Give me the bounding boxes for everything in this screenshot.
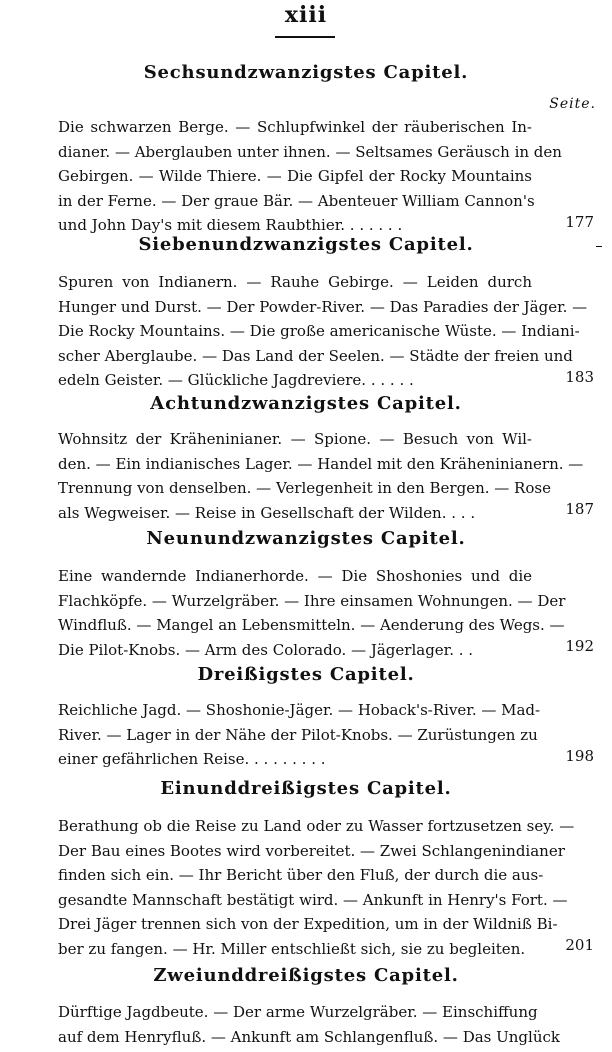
chapter-summary bbox=[58, 698, 541, 772]
summary-line: Gebirgen. — Wilde Thiere. — Die Gipfel der Rocky Mountains bbox=[58, 167, 532, 185]
chapter-page-ref: 177 bbox=[565, 213, 594, 231]
summary-line: einer gefährlichen Reise. . . . . . . . . bbox=[58, 750, 326, 768]
summary-line: in der Ferne. — Der graue Bär. — Abenteuer William Cannon's bbox=[58, 191, 535, 210]
chapter-summary bbox=[58, 564, 566, 662]
chapter-page-ref: 183 bbox=[565, 368, 594, 386]
summary-line: Spuren von Indianern. — Rauhe Gebirge. — Leiden durch bbox=[58, 273, 532, 291]
summary-line: edeln Geister. — Glückliche Jagdreviere. . . . . . bbox=[58, 371, 414, 389]
summary-line: scher Aberglaube. — Das Land der Seelen. — Städte der freien und bbox=[58, 346, 573, 365]
chapter-summary bbox=[58, 814, 575, 961]
chapter-summary bbox=[58, 1000, 560, 1049]
summary-line: den. — Ein indianisches Lager. — Handel mit den Kräheninianern. — bbox=[58, 454, 584, 473]
summary-line: ber zu fangen. — Hr. Miller entschließt sich, sie zu begleiten. bbox=[58, 939, 526, 958]
summary-line: Die Pilot-Knobs. — Arm des Colorado. — Jägerlager. . . bbox=[58, 640, 474, 659]
summary-line: Windfluß. — Mangel an Lebensmitteln. — Aenderung des Wegs. — bbox=[58, 616, 565, 634]
summary-line: Drei Jäger trennen sich von der Expedition, um in der Wildniß Bi- bbox=[58, 915, 558, 933]
chapter-title: Zweiunddreißigstes Capitel. bbox=[153, 965, 459, 986]
summary-line: Der Bau eines Bootes wird vorbereitet. — Zwei Schlangenindianer bbox=[58, 841, 565, 860]
page-number: xiii bbox=[284, 2, 328, 28]
summary-line: River. — Lager in der Nähe der Pilot-Knobs. — Zurüstungen zu bbox=[58, 725, 538, 744]
chapter-title: Einunddreißigstes Capitel. bbox=[160, 778, 452, 799]
summary-line: auf dem Henryfluß. — Ankunft am Schlangenfluß. — Das Unglück bbox=[58, 1027, 560, 1046]
summary-line: als Wegweiser. — Reise in Gesellschaft der Wilden. . . . bbox=[58, 503, 476, 522]
chapter-title: Neunundzwanzigstes Capitel. bbox=[146, 528, 466, 549]
summary-line: dianer. — Aberglauben unter ihnen. — Seltsames Geräusch in den bbox=[58, 142, 562, 161]
chapter-title: Sechsundzwanzigstes Capitel. bbox=[143, 62, 469, 83]
header-rule bbox=[275, 36, 335, 38]
chapter-page-ref: 187 bbox=[565, 500, 594, 518]
chapter-summary bbox=[58, 115, 562, 238]
summary-line: finden sich ein. — Ihr Bericht über den Fluß, der durch die aus- bbox=[58, 866, 544, 884]
summary-line: Reichliche Jagd. — Shoshonie-Jäger. — Hoback's-River. — Mad- bbox=[58, 701, 541, 719]
summary-line: Die Rocky Mountains. — Die große americanische Wüste. — Indiani- bbox=[58, 322, 580, 340]
chapter-page-ref: 201 bbox=[565, 936, 594, 954]
summary-line: Eine wandernde Indianerhorde. — Die Shoshonies und die bbox=[58, 567, 532, 585]
summary-line: Wohnsitz der Kräheninianer. — Spione. — Besuch von Wil- bbox=[58, 430, 532, 448]
chapter-title: Siebenundzwanzigstes Capitel. bbox=[138, 234, 474, 255]
chapter-page-ref: 198 bbox=[565, 747, 594, 765]
summary-line: Die schwarzen Berge. — Schlupfwinkel der räuberischen In- bbox=[58, 118, 532, 136]
summary-line: Hunger und Durst. — Der Powder-River. — Das Paradies der Jäger. — bbox=[58, 297, 588, 316]
summary-line: gesandte Mannschaft bestätigt wird. — Ankunft in Henry's Fort. — bbox=[58, 890, 568, 909]
summary-line: Flachköpfe. — Wurzelgräber. — Ihre einsamen Wohnungen. — Der bbox=[58, 591, 566, 610]
summary-line: Berathung ob die Reise zu Land oder zu Wasser fortzusetzen sey. — bbox=[58, 817, 575, 835]
summary-line: Trennung von denselben. — Verlegenheit in den Bergen. — Rose bbox=[58, 479, 551, 497]
chapter-page-ref: 192 bbox=[565, 637, 594, 655]
chapter-title: Dreißigstes Capitel. bbox=[197, 664, 415, 685]
summary-line: Dürftige Jagdbeute. — Der arme Wurzelgräber. — Einschiffung bbox=[58, 1003, 538, 1021]
summary-line: und John Day's mit diesem Raubthier. . . . . . . bbox=[58, 216, 403, 234]
chapter-title: Achtundzwanzigstes Capitel. bbox=[150, 393, 462, 414]
seite-label: Seite. bbox=[549, 96, 596, 112]
